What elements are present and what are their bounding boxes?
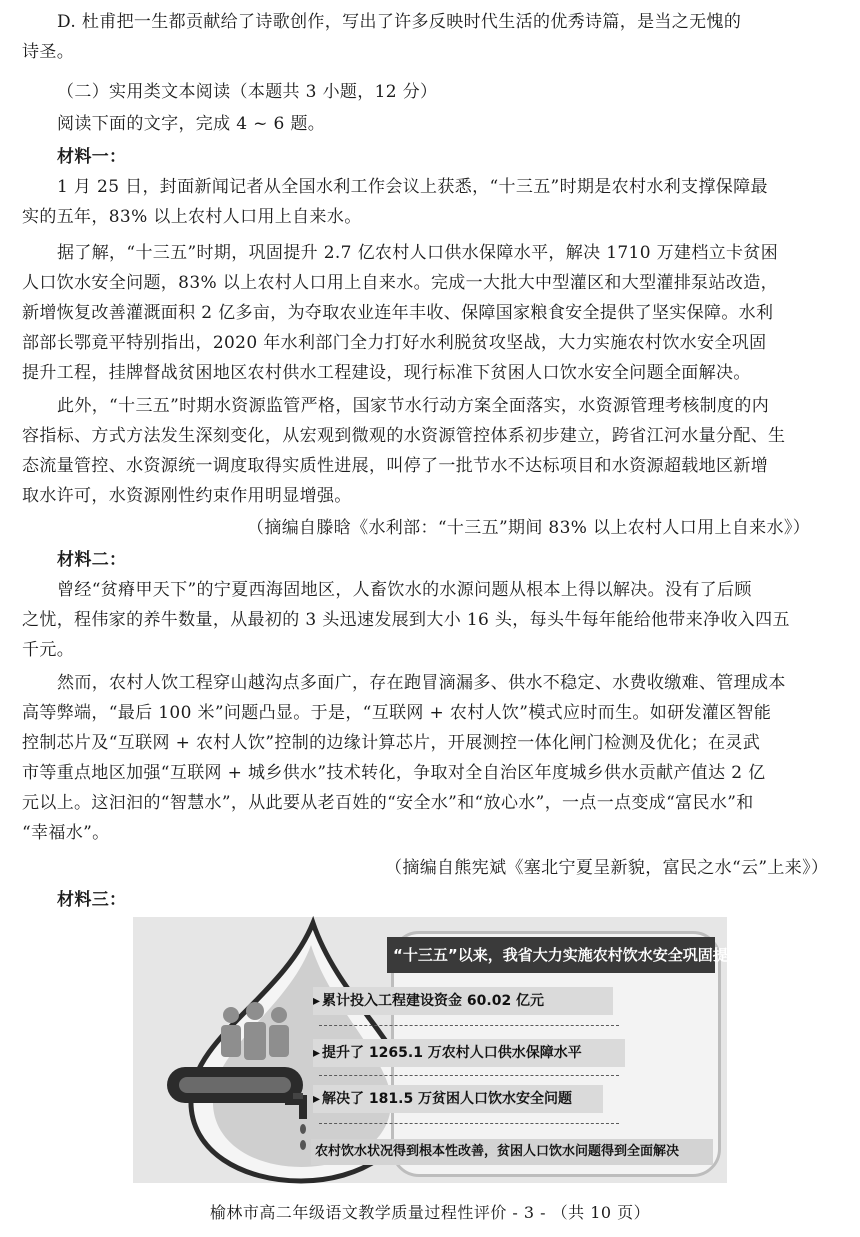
material-1-heading: 材料一： <box>57 147 127 167</box>
paragraph-line: “幸福水”。 <box>22 823 110 843</box>
arrow-icon: ▸ <box>313 993 321 1009</box>
source-citation-2: （摘编自熊宪斌《塞北宁夏呈新貌，富民之水“云”上来》） <box>385 858 829 878</box>
paragraph-line: 取水许可，水资源刚性约束作用明显增强。 <box>22 486 352 506</box>
infographic-title: “十三五”以来，我省大力实施农村饮水安全巩固提升工程建设 <box>387 937 715 973</box>
info-item-poverty: ▸ 解决了 181.5 万贫困人口饮水安全问题 <box>313 1085 603 1113</box>
paragraph-line: 1 月 25 日，封面新闻记者从全国水利工作会议上获悉，“十三五”时期是农村水利支撑保障最 <box>57 177 768 197</box>
paragraph-line: 千元。 <box>22 640 75 660</box>
people-icon <box>221 1002 289 1060</box>
material-2-heading: 材料二： <box>57 550 127 570</box>
water-safety-infographic <box>133 917 803 1183</box>
info-item-supply: ▸ 提升了 1265.1 万农村人口供水保障水平 <box>313 1039 625 1067</box>
paragraph-line: 控制芯片及“互联网 + 农村人饮”控制的边缘计算芯片，开展测控一体化闸门检测及优化；在灵武 <box>22 733 761 753</box>
paragraph-line: 容指标、方式方法发生深刻变化，从宏观到微观的水资源管控体系初步建立，跨省江河水量分配、生 <box>22 426 786 446</box>
paragraph-line: 实的五年，83% 以上农村人口用上自来水。 <box>22 207 362 227</box>
arrow-icon: ▸ <box>313 1091 321 1107</box>
paragraph-line: 人口饮水安全问题，83% 以上农村人口用上自来水。完成一大批大中型灌区和大型灌排泵站改造， <box>22 273 778 293</box>
arrow-icon: ▸ <box>313 1045 321 1061</box>
paragraph-line: 新增恢复改善灌溉面积 2 亿多亩，为夺取农业连年丰收、保障国家粮食安全提供了坚实保障。水利 <box>22 303 774 323</box>
paragraph-line: 高等弊端，“最后 100 米”问题凸显。于是，“互联网 + 农村人饮”模式应时而生。如研发灌区智能 <box>22 703 772 723</box>
paragraph-line: 市等重点地区加强“互联网 + 城乡供水”技术转化，争取对全自治区年度城乡供水贡献产值达 2 亿 <box>22 763 766 783</box>
instruction: 阅读下面的文字，完成 4 ~ 6 题。 <box>57 114 326 134</box>
option-d-line2: 诗圣。 <box>22 42 75 62</box>
divider <box>319 1123 619 1124</box>
source-citation-1: （摘编自滕晗《水利部：“十三五”期间 83% 以上农村人口用上自来水》） <box>247 518 811 538</box>
page-footer: 榆林市高二年级语文教学质量过程性评价 - 3 - （共 10 页） <box>209 1203 651 1222</box>
paragraph-line: 此外，“十三五”时期水资源监管严格，国家节水行动方案全面落实，水资源管理考核制度的内 <box>57 396 770 416</box>
option-d-line1: D. 杜甫把一生都贡献给了诗歌创作，写出了许多反映时代生活的优秀诗篇，是当之无愧的 <box>57 12 742 32</box>
info-item-investment: ▸ 累计投入工程建设资金 60.02 亿元 <box>313 987 613 1015</box>
section-heading: （二）实用类文本阅读（本题共 3 小题，12 分） <box>57 82 438 102</box>
paragraph-line: 元以上。这汩汩的“智慧水”，从此要从老百姓的“安全水”和“放心水”，一点一点变成“富民水”和 <box>22 793 754 813</box>
paragraph-line: 部部长鄂竟平特别指出，2020 年水利部门全力打好水利脱贫攻坚战，大力实施农村饮水安全巩固 <box>22 333 767 353</box>
divider <box>319 1025 619 1026</box>
paragraph-line: 之忧，程伟家的养牛数量，从最初的 3 头迅速发展到大小 16 头，每头牛每年能给他带来净收入四五 <box>22 610 790 630</box>
paragraph-line: 据了解，“十三五”时期，巩固提升 2.7 亿农村人口供水保障水平，解决 1710 万建档立卡贫困 <box>57 243 779 263</box>
paragraph-line: 曾经“贫瘠甲天下”的宁夏西海固地区，人畜饮水的水源问题从根本上得以解决。没有了后顾 <box>57 580 752 600</box>
material-3-heading: 材料三： <box>57 890 127 910</box>
divider <box>319 1075 619 1076</box>
paragraph-line: 然而，农村人饮工程穿山越沟点多面广，存在跑冒滴漏多、供水不稳定、水费收缴难、管理成本 <box>57 673 786 693</box>
paragraph-line: 提升工程，挂牌督战贫困地区农村供水工程建设，现行标准下贫困人口饮水安全问题全面解决。 <box>22 363 751 383</box>
paragraph-line: 态流量管控、水资源统一调度取得实质性进展，叫停了一批节水不达标项目和水资源超载地区新增 <box>22 456 769 476</box>
infographic-summary: 农村饮水状况得到根本性改善，贫困人口饮水问题得到全面解决 <box>311 1139 713 1165</box>
